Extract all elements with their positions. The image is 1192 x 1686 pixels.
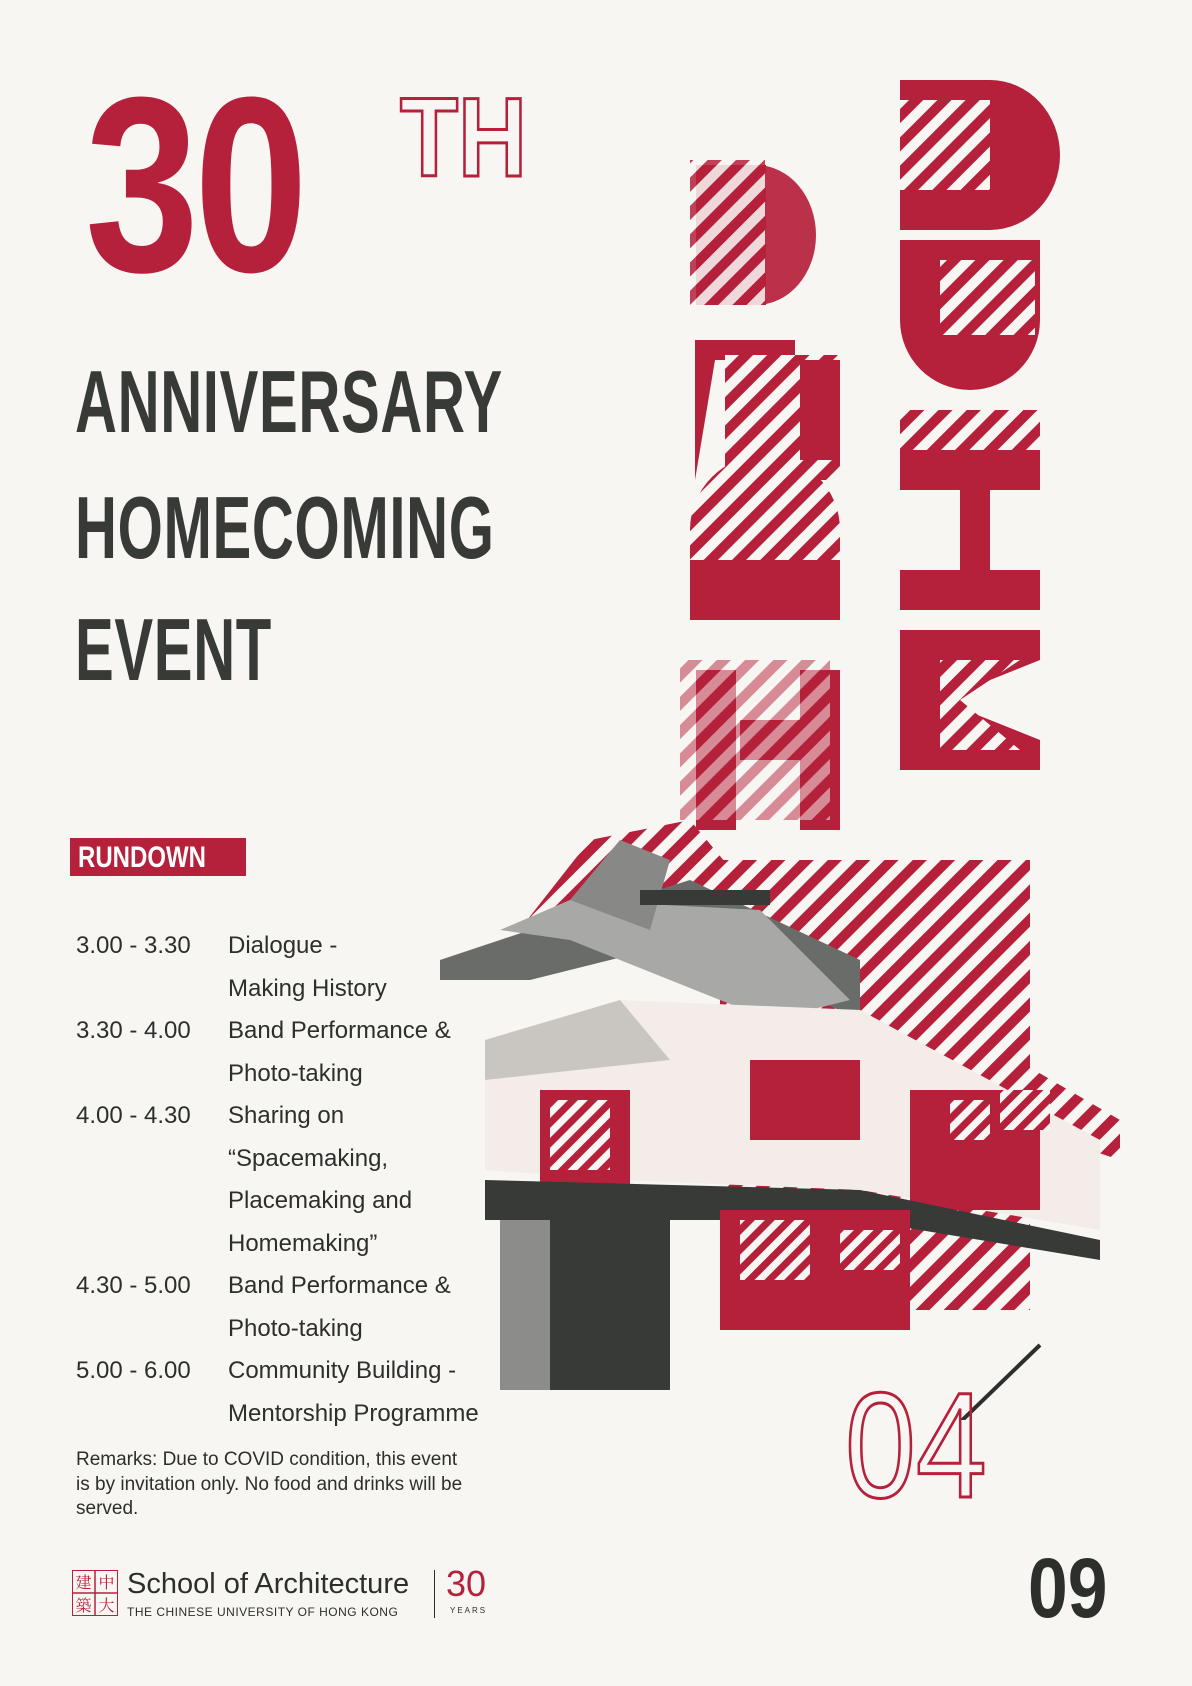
building-illustration — [440, 60, 1140, 1420]
university-name: THE CHINESE UNIVERSITY OF HONG KONG — [127, 1605, 399, 1619]
cuhk-architecture-logo — [72, 1570, 118, 1616]
rundown-time: 5.00 - 6.00 — [76, 1357, 191, 1384]
stripe-letters-right — [900, 80, 1060, 770]
rundown-activity-line: Mentorship Programme — [228, 1399, 479, 1427]
rundown-activity-line: Photo-taking — [228, 1314, 363, 1342]
svg-text:大: 大 — [98, 1598, 115, 1615]
rundown-activity-line: Sharing on — [228, 1102, 345, 1129]
rundown-time: 3.30 - 4.00 — [76, 1017, 191, 1044]
svg-text:築: 築 — [75, 1598, 92, 1615]
remarks-text: Remarks: Due to COVID condition, this event is by invitation only. No food and drinks will be served. — [76, 1449, 463, 1520]
rundown-activity-line: Band Performance & — [228, 1272, 451, 1299]
rundown-activity-line: Homemaking” — [228, 1229, 378, 1257]
title-line-3: EVENT — [75, 600, 272, 699]
stripe-letters-left — [680, 160, 840, 830]
rundown-activity-line: Making History — [228, 974, 387, 1002]
school-name: School of Architecture — [127, 1568, 410, 1600]
years-label: YEARS — [450, 1606, 488, 1615]
rundown-heading: RUNDOWN — [70, 838, 246, 876]
title-line-2: HOMECOMING — [75, 478, 495, 577]
svg-text:中: 中 — [98, 1575, 115, 1592]
rundown-activity-line: Placemaking and — [228, 1187, 413, 1214]
svg-text:建: 建 — [75, 1575, 92, 1592]
footer-divider — [434, 1570, 435, 1618]
years-number: 30 — [446, 1563, 487, 1604]
date-day: 04 — [845, 1361, 987, 1529]
title-number: 30 — [85, 45, 304, 324]
rundown-activity-line: Community Building - — [228, 1357, 457, 1384]
rundown-time: 3.00 - 3.30 — [76, 932, 191, 959]
rundown-activity-line: “Spacemaking, — [228, 1144, 389, 1172]
date-month: 09 — [1028, 1541, 1108, 1635]
rundown-activity-line: Photo-taking — [228, 1059, 363, 1087]
rundown-time: 4.30 - 5.00 — [76, 1272, 191, 1299]
title-suffix: TH — [400, 75, 527, 200]
title-line-1: ANNIVERSARY — [75, 352, 503, 451]
rundown-time: 4.00 - 4.30 — [76, 1102, 191, 1129]
rundown-activity-line: Band Performance & — [228, 1017, 451, 1044]
rundown-activity-line: Dialogue - — [228, 932, 338, 959]
